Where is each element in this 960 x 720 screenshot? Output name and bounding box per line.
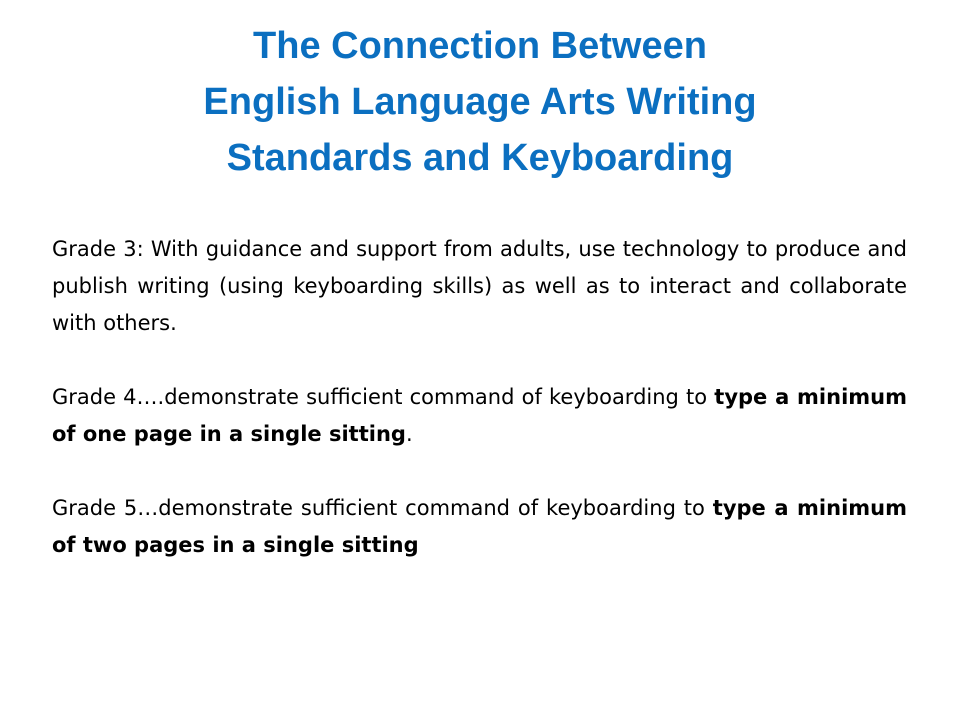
grade-4-bold-text: type a minimum of one page in a single sitting — [52, 385, 907, 446]
grade-5-paragraph — [52, 490, 907, 564]
grade-3-paragraph — [52, 231, 907, 342]
grade-5-text: Grade 5…demonstrate sufficient command of keyboarding to — [52, 496, 713, 520]
title-line-3: Standards and Keyboarding — [226, 137, 734, 179]
slide-body — [52, 231, 907, 564]
grade-4-text: Grade 4….demonstrate sufficient command of keyboarding to — [52, 385, 715, 409]
grade-4-tail: . — [405, 422, 413, 446]
grade-3-text: Grade 3: With guidance and support from adults, use technology to produce and publish writing (using keyboarding skills) as well as to interact and collaborate with others. — [52, 237, 907, 335]
grade-5-bold-text: type a minimum of two pages in a single sitting — [52, 496, 907, 557]
title-line-2: English Language Arts Writing — [203, 81, 757, 123]
grade-4-paragraph — [52, 379, 907, 453]
title-line-1: The Connection Between — [253, 25, 707, 67]
slide-title — [40, 18, 920, 186]
